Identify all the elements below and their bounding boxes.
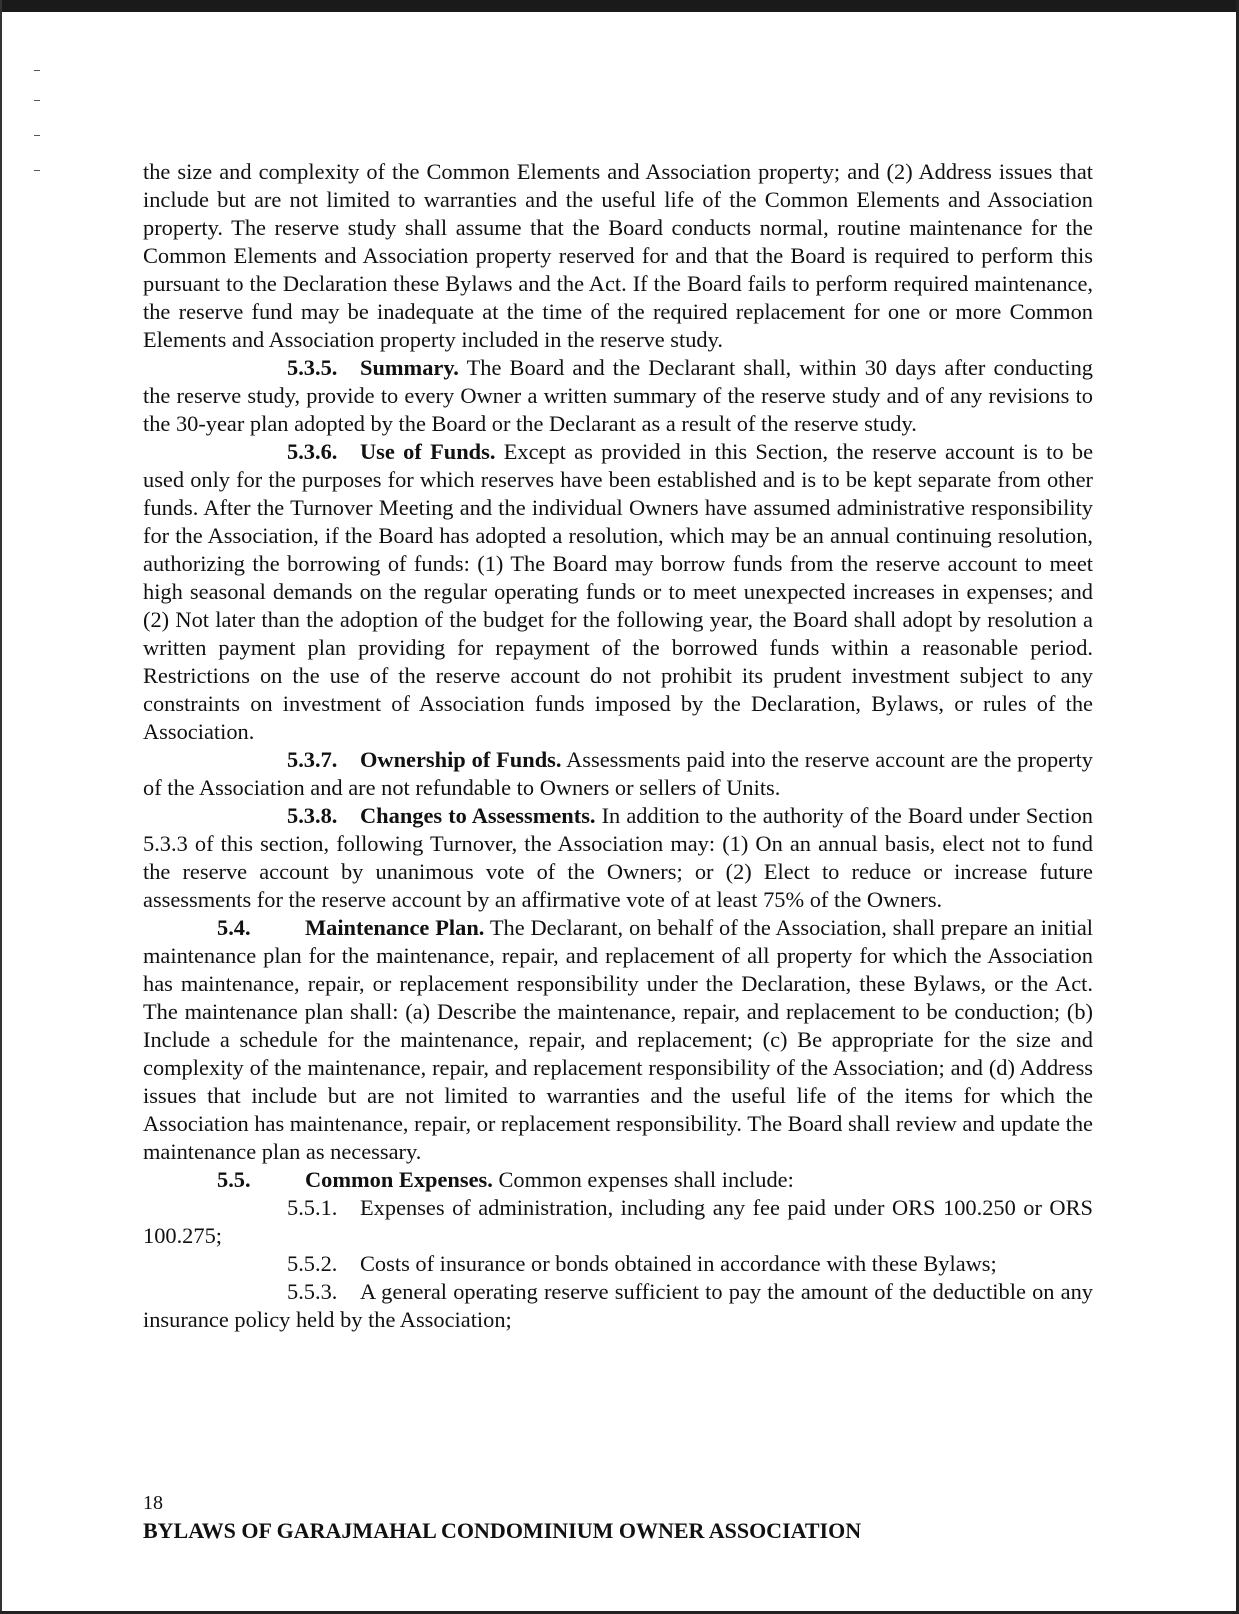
section-heading: Use of Funds.	[360, 439, 496, 464]
document-body	[143, 158, 1093, 1334]
section-number: 5.3.6.	[287, 439, 338, 464]
section-5-3-7	[143, 746, 1093, 802]
page-number: 18	[143, 1492, 163, 1514]
section-number: 5.5.3.	[287, 1279, 338, 1304]
section-number: 5.5.1.	[287, 1195, 338, 1220]
section-5-5	[143, 1166, 1093, 1194]
section-5-5-3	[143, 1278, 1093, 1334]
section-heading: Summary.	[360, 355, 459, 380]
paragraph-continuation: the size and complexity of the Common Elements and Association property; and (2) Address issues that include but are not limited to warranties and the useful life of the Common Elements and Association property. The reserve study shall assume that the Board conducts normal, routine maintenance for the Common Elements and Association property reserved for and that the Board is required to perform this pursuant to the Declaration these Bylaws and the Act. If the Board fails to perform required maintenance, the reserve fund may be inadequate at the time of the required replacement for one or more Common Elements and Association property included in the reserve study.	[143, 159, 1093, 352]
section-text: The Declarant, on behalf of the Association, shall prepare an initial maintenance plan for the maintenance, repair, and replacement of all property for which the Association has maintenance, repair, or replacement responsibility under the Declaration, these Bylaws, or the Act. The maintenance plan shall: (a) Describe the maintenance, repair, and replacement to be conduction; (b) Include a schedule for the maintenance, repair, and replacement; (c) Be appropriate for the size and complexity of the maintenance, repair, and replacement responsibility of the Association; and (d) Address issues that include but are not limited to warranties and the useful life of the items for which the Association has maintenance, repair, or replacement responsibility. The Board shall review and update the maintenance plan as necessary.	[143, 915, 1093, 1164]
section-text: A general operating reserve sufficient to pay the amount of the deductible on any insurance policy held by the Association;	[143, 1279, 1093, 1332]
section-5-3-8	[143, 802, 1093, 914]
section-text: Costs of insurance or bonds obtained in accordance with these Bylaws;	[360, 1251, 997, 1276]
section-heading: Ownership of Funds.	[360, 747, 562, 772]
scan-mark	[34, 135, 40, 136]
section-text: Except as provided in this Section, the reserve account is to be used only for the purposes for which reserves have been established and is to be kept separate from other funds. After the Turnover Meeting and the individual Owners have assumed administrative responsibility for the Association, if the Board has adopted a resolution, which may be an annual continuing resolution, authorizing the borrowing of funds: (1) The Board may borrow funds from the reserve account to meet high seasonal demands on the regular operating funds or to meet unexpected increases in expenses; and (2) Not later than the adoption of the budget for the following year, the Board shall adopt by resolution a written payment plan providing for repayment of the borrowed funds within a reasonable period. Restrictions on the use of the reserve account do not prohibit its prudent investment subject to any constraints on investment of Association funds imposed by the Declaration, Bylaws, or rules of the Association.	[143, 439, 1094, 744]
scan-mark	[34, 70, 40, 71]
section-text: In addition to the authority of the Board under Section 5.3.3 of this section, following Turnover, the Association may: (1) On an annual basis, elect not to fund the reserve account by unanimous vote of the Owners; or (2) Elect to reduce or increase future assessments for the reserve account by an affirmative vote of at least 75% of the Owners.	[143, 803, 1093, 912]
section-5-3-6	[143, 438, 1093, 746]
scan-top-edge	[0, 0, 1239, 12]
scan-left-edge	[0, 0, 2, 1614]
section-number: 5.3.7.	[287, 747, 338, 772]
scan-mark	[34, 100, 40, 101]
section-text: Common expenses shall include:	[492, 1167, 794, 1192]
section-number: 5.5.2.	[287, 1251, 338, 1276]
section-number: 5.4.	[217, 915, 251, 940]
section-number: 5.5.	[217, 1167, 251, 1192]
section-text: The Board and the Declarant shall, within 30 days after conducting the reserve study, provide to every Owner a written summary of the reserve study and of any revisions to the 30-year plan adopted by the Board or the Declarant as a result of the reserve study.	[143, 355, 1093, 436]
section-number: 5.3.8.	[287, 803, 338, 828]
scan-mark	[34, 170, 40, 171]
document-title-footer: BYLAWS OF GARAJMAHAL CONDOMINIUM OWNER ASSOCIATION	[143, 1518, 862, 1543]
section-text: Assessments paid into the reserve account are the property of the Association and are not refundable to Owners or sellers of Units.	[143, 747, 1093, 800]
section-5-3-5	[143, 354, 1093, 438]
section-heading: Common Expenses.	[305, 1167, 493, 1192]
section-heading: Changes to Assessments.	[360, 803, 596, 828]
section-text: Expenses of administration, including any fee paid under ORS 100.250 or ORS 100.275;	[143, 1195, 1093, 1248]
section-heading: Maintenance Plan.	[305, 915, 485, 940]
section-5-5-2	[143, 1250, 1093, 1278]
section-5-4	[143, 914, 1093, 1166]
section-5-5-1	[143, 1194, 1093, 1250]
section-number: 5.3.5.	[287, 355, 338, 380]
